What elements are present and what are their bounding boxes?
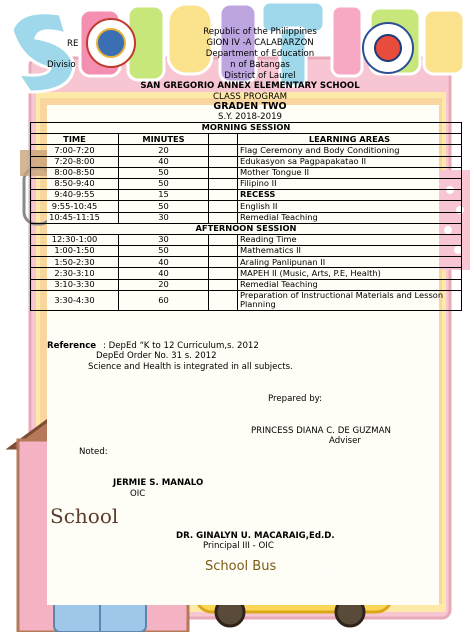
minutes-cell: 40: [119, 268, 209, 279]
adviser-name: PRINCESS DIANA C. DE GUZMAN: [251, 426, 391, 436]
area-cell: English II: [238, 201, 462, 212]
time-cell: 10:45-11:15: [31, 212, 119, 223]
minutes-header: MINUTES: [119, 134, 209, 145]
afternoon-session-row: [31, 223, 462, 234]
table-row: [31, 212, 462, 223]
time-cell: 2:30-3:10: [31, 268, 119, 279]
area-cell: Preparation of Instructional Materials and Lesson Planning: [238, 290, 462, 310]
time-cell: 1:00-1:50: [31, 246, 119, 257]
area-cell: Reading Time: [238, 234, 462, 245]
minutes-cell: 15: [119, 190, 209, 201]
principal-title: Principal III - OIC: [203, 541, 274, 551]
area-cell: Remedial Teaching: [238, 279, 462, 290]
school-name: SAN GREGORIO ANNEX ELEMENTARY SCHOOL: [140, 81, 360, 91]
blank-cell: [209, 190, 238, 201]
blank-cell: [209, 268, 238, 279]
school-sign-text: School: [50, 504, 119, 528]
table-row: [31, 290, 462, 310]
table-header-row: [31, 134, 462, 145]
morning-session-row: [31, 123, 462, 134]
program-title: CLASS PROGRAM: [213, 92, 287, 102]
minutes-cell: 40: [119, 257, 209, 268]
school-bus-sign-text: School Bus: [205, 559, 277, 574]
region-text: GION IV -A CALABARZON: [206, 38, 314, 48]
table-row: [31, 257, 462, 268]
table-row: [31, 190, 462, 201]
learning-areas-header: LEARNING AREAS: [238, 134, 462, 145]
oic-name: JERMIE S. MANALO: [113, 478, 204, 488]
area-cell: Flag Ceremony and Body Conditioning: [238, 145, 462, 156]
time-cell: 9:40-9:55: [31, 190, 119, 201]
minutes-cell: 30: [119, 234, 209, 245]
blank-cell: [209, 167, 238, 178]
blank-cell: [209, 145, 238, 156]
blank-cell: [209, 156, 238, 167]
grade-title: GRADEN TWO: [213, 101, 287, 112]
table-row: [31, 234, 462, 245]
table-row: [31, 156, 462, 167]
blank-cell: [209, 246, 238, 257]
blank-cell: [209, 257, 238, 268]
stop-sign-text: STOP: [325, 569, 343, 576]
blank-cell: [209, 234, 238, 245]
adviser-title: Adviser: [329, 436, 361, 446]
reference-line-3: Science and Health is integrated in all subjects.: [88, 362, 293, 372]
time-cell: 8:50-9:40: [31, 178, 119, 189]
minutes-cell: 20: [119, 145, 209, 156]
reference-line-2: DepEd Order No. 31 s. 2012: [96, 351, 217, 361]
blank-cell: [209, 201, 238, 212]
area-cell: Mother Tongue II: [238, 167, 462, 178]
morning-session-title: MORNING SESSION: [31, 123, 462, 134]
left-header-fragment-2: Divisio: [47, 60, 76, 70]
table-row: [31, 246, 462, 257]
minutes-cell: 50: [119, 201, 209, 212]
table-row: [31, 167, 462, 178]
time-header: TIME: [31, 134, 119, 145]
time-cell: 12:30-1:00: [31, 234, 119, 245]
reference-line-1: : DepEd “K to 12 Curriculum,s. 2012: [103, 341, 259, 351]
district-text: District of Laurel: [224, 71, 296, 81]
blank-cell: [209, 279, 238, 290]
table-row: [31, 178, 462, 189]
afternoon-session-title: AFTERNOON SESSION: [31, 223, 462, 234]
table-row: [31, 268, 462, 279]
area-cell: Remedial Teaching: [238, 212, 462, 223]
area-cell: Filipino II: [238, 178, 462, 189]
province-text: n of Batangas: [230, 60, 290, 70]
time-cell: 8:00-8:50: [31, 167, 119, 178]
school-seal-right: [362, 22, 414, 74]
time-cell: 9:55-10:45: [31, 201, 119, 212]
blank-header: [209, 134, 238, 145]
prepared-by-label: Prepared by:: [268, 394, 323, 404]
time-cell: 3:10-3:30: [31, 279, 119, 290]
minutes-cell: 60: [119, 290, 209, 310]
time-cell: 7:00-7:20: [31, 145, 119, 156]
deped-seal-left: [86, 18, 136, 68]
reference-label: Reference: [47, 341, 97, 351]
area-cell: Mathematics II: [238, 246, 462, 257]
left-header-fragment-1: RE: [67, 39, 79, 49]
table-row: [31, 279, 462, 290]
area-cell: Araling Panlipunan II: [238, 257, 462, 268]
area-cell: Edukasyon sa Pagpapakatao II: [238, 156, 462, 167]
area-cell: MAPEH II (Music, Arts, P.E, Health): [238, 268, 462, 279]
time-cell: 3:30-4:30: [31, 290, 119, 310]
minutes-cell: 50: [119, 167, 209, 178]
minutes-cell: 20: [119, 279, 209, 290]
minutes-cell: 50: [119, 246, 209, 257]
oic-title: OIC: [130, 489, 146, 499]
republic-text: Republic of the Philippines: [203, 27, 317, 37]
minutes-cell: 50: [119, 178, 209, 189]
table-row: [31, 145, 462, 156]
recess-cell: RECESS: [238, 190, 462, 201]
minutes-cell: 30: [119, 212, 209, 223]
class-schedule-table: [30, 122, 462, 311]
time-cell: 7:20-8:00: [31, 156, 119, 167]
principal-name: DR. GINALYN U. MACARAIG,Ed.D.: [176, 531, 335, 541]
blank-cell: [209, 178, 238, 189]
time-cell: 1:50-2:30: [31, 257, 119, 268]
blank-cell: [209, 290, 238, 310]
school-year: S.Y. 2018-2019: [218, 112, 282, 122]
department-text: Department of Education: [205, 49, 315, 59]
table-row: [31, 201, 462, 212]
noted-label: Noted:: [79, 447, 108, 457]
blank-cell: [209, 212, 238, 223]
minutes-cell: 40: [119, 156, 209, 167]
